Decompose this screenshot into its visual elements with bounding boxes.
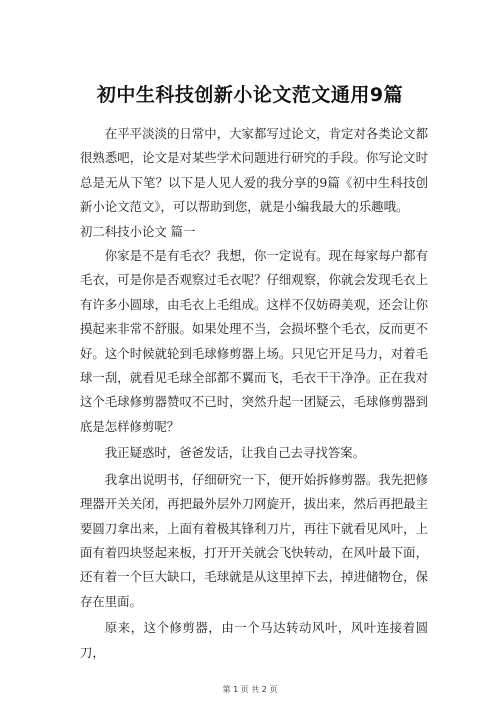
intro-paragraph: 在平平淡淡的日常中，大家都写过论文，肯定对各类论文都很熟悉吧，论文是对某些学术问题进行研究的手段。你写论文时总是无从下笔？以下是人见人爱的我分享的9篇《初中生科技创新小论文范文》，可以帮助到您，就是小编我最大的乐趣哦。	[80, 126, 428, 215]
body-paragraph: 原来，这个修剪器，由一个马达转动风叶，风叶连接着圆刀，	[80, 620, 428, 660]
section-heading: 初二科技小论文 篇一	[80, 223, 196, 239]
document-body	[80, 122, 428, 665]
body-paragraph: 我正疑惑时，爸爸发话，让我自己去寻找答案。	[104, 445, 365, 461]
body-paragraph: 我拿出说明书，仔细研究一下，便开始拆修剪器。我先把修理器开关关闭，再把最外层外刀网旋开，拔出来，然后再把最主要圆刀拿出来，上面有着极其锋利刀片，再往下就看见风叶，上面有着四块竖起来板，打开开关就会飞快转动，在风叶最下面，还有着一个巨大缺口，毛球就是从这里掉下去，掉进储物仓，保存在里面。	[80, 471, 428, 609]
body-paragraph: 你家是不是有毛衣？我想，你一定说有。现在每家每户都有毛衣，可是你是否观察过毛衣呢？仔细观察，你就会发现毛衣上有许多小圆球，由毛衣上毛组成。这样不仅妨碍美观，还会让你摸起来非常不舒服。如果处理不当，会损坏整个毛衣，反而更不好。这个时候就轮到毛球修剪器上场。只见它开足马力，对着毛球一刮，就看见毛球全部都不翼而飞，毛衣干干净净。正在我对这个毛球修剪器赞叹不已时，突然升起一团疑云，毛球修剪器到底是怎样修剪呢？	[80, 248, 428, 434]
page-number-footer: 第 1 页 共 2 页	[222, 685, 278, 694]
document-title: 初中生科技创新小论文范文通用9篇	[96, 84, 404, 106]
